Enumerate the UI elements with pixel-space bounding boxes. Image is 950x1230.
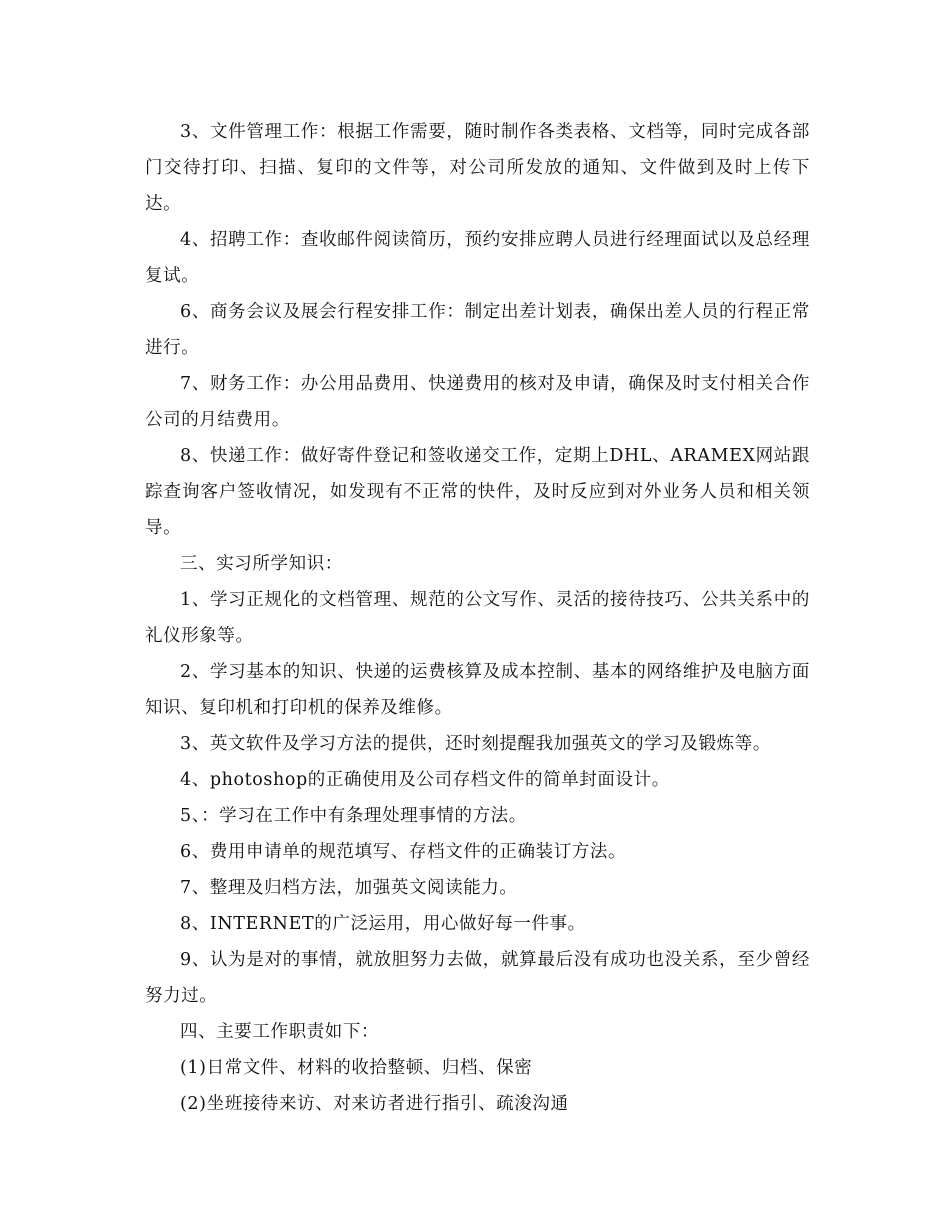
paragraph-knowledge-3: 3、英文软件及学习方法的提供，还时刻提醒我加强英文的学习及锻炼等。 — [180, 734, 771, 754]
section-heading-knowledge: 三、实习所学知识： — [180, 554, 343, 574]
paragraph-knowledge-1: 1、学习正规化的文档管理、规范的公文写作、灵活的接待技巧、公共关系中的礼仪形象等。 — [145, 590, 810, 646]
paragraph-knowledge-8: 8、INTERNET的广泛运用，用心做好每一件事。 — [180, 914, 586, 934]
paragraph-file-management: 3、文件管理工作：根据工作需要，随时制作各类表格、文档等，同时完成各部门交待打印、扫描、复印的文件等，对公司所发放的通知、文件做到及时上传下达。 — [145, 122, 810, 214]
paragraph-knowledge-7: 7、整理及归档方法，加强英文阅读能力。 — [180, 878, 518, 898]
paragraph-knowledge-4: 4、photoshop的正确使用及公司存档文件的简单封面设计。 — [180, 770, 670, 790]
paragraph-duty-1: (1)日常文件、材料的收拾整顿、归档、保密 — [180, 1058, 533, 1078]
document-body — [145, 114, 810, 1122]
paragraph-knowledge-2: 2、学习基本的知识、快递的运费核算及成本控制、基本的网络维护及电脑方面知识、复印机和打印机的保养及维修。 — [145, 662, 810, 718]
paragraph-duty-2: (2)坐班接待来访、对来访者进行指引、疏浚沟通 — [180, 1094, 569, 1114]
paragraph-business-meetings: 6、商务会议及展会行程安排工作：制定出差计划表，确保出差人员的行程正常进行。 — [145, 302, 810, 358]
paragraph-knowledge-5: 5、：学习在工作中有条理处理事情的方法。 — [180, 806, 527, 826]
section-heading-duties: 四、主要工作职责如下： — [180, 1022, 380, 1042]
paragraph-knowledge-9: 9、认为是对的事情，就放胆努力去做，就算最后没有成功也没关系，至少曾经努力过。 — [145, 950, 810, 1006]
paragraph-finance: 7、财务工作：办公用品费用、快递费用的核对及申请，确保及时支付相关合作公司的月结费用。 — [145, 374, 810, 430]
paragraph-knowledge-6: 6、费用申请单的规范填写、存档文件的正确装订方法。 — [180, 842, 627, 862]
paragraph-express: 8、快递工作：做好寄件登记和签收递交工作，定期上DHL、ARAMEX网站跟踪查询客户签收情况，如发现有不正常的快件，及时反应到对外业务人员和相关领导。 — [145, 446, 810, 538]
paragraph-recruitment: 4、招聘工作：查收邮件阅读简历，预约安排应聘人员进行经理面试以及总经理复试。 — [145, 230, 810, 286]
